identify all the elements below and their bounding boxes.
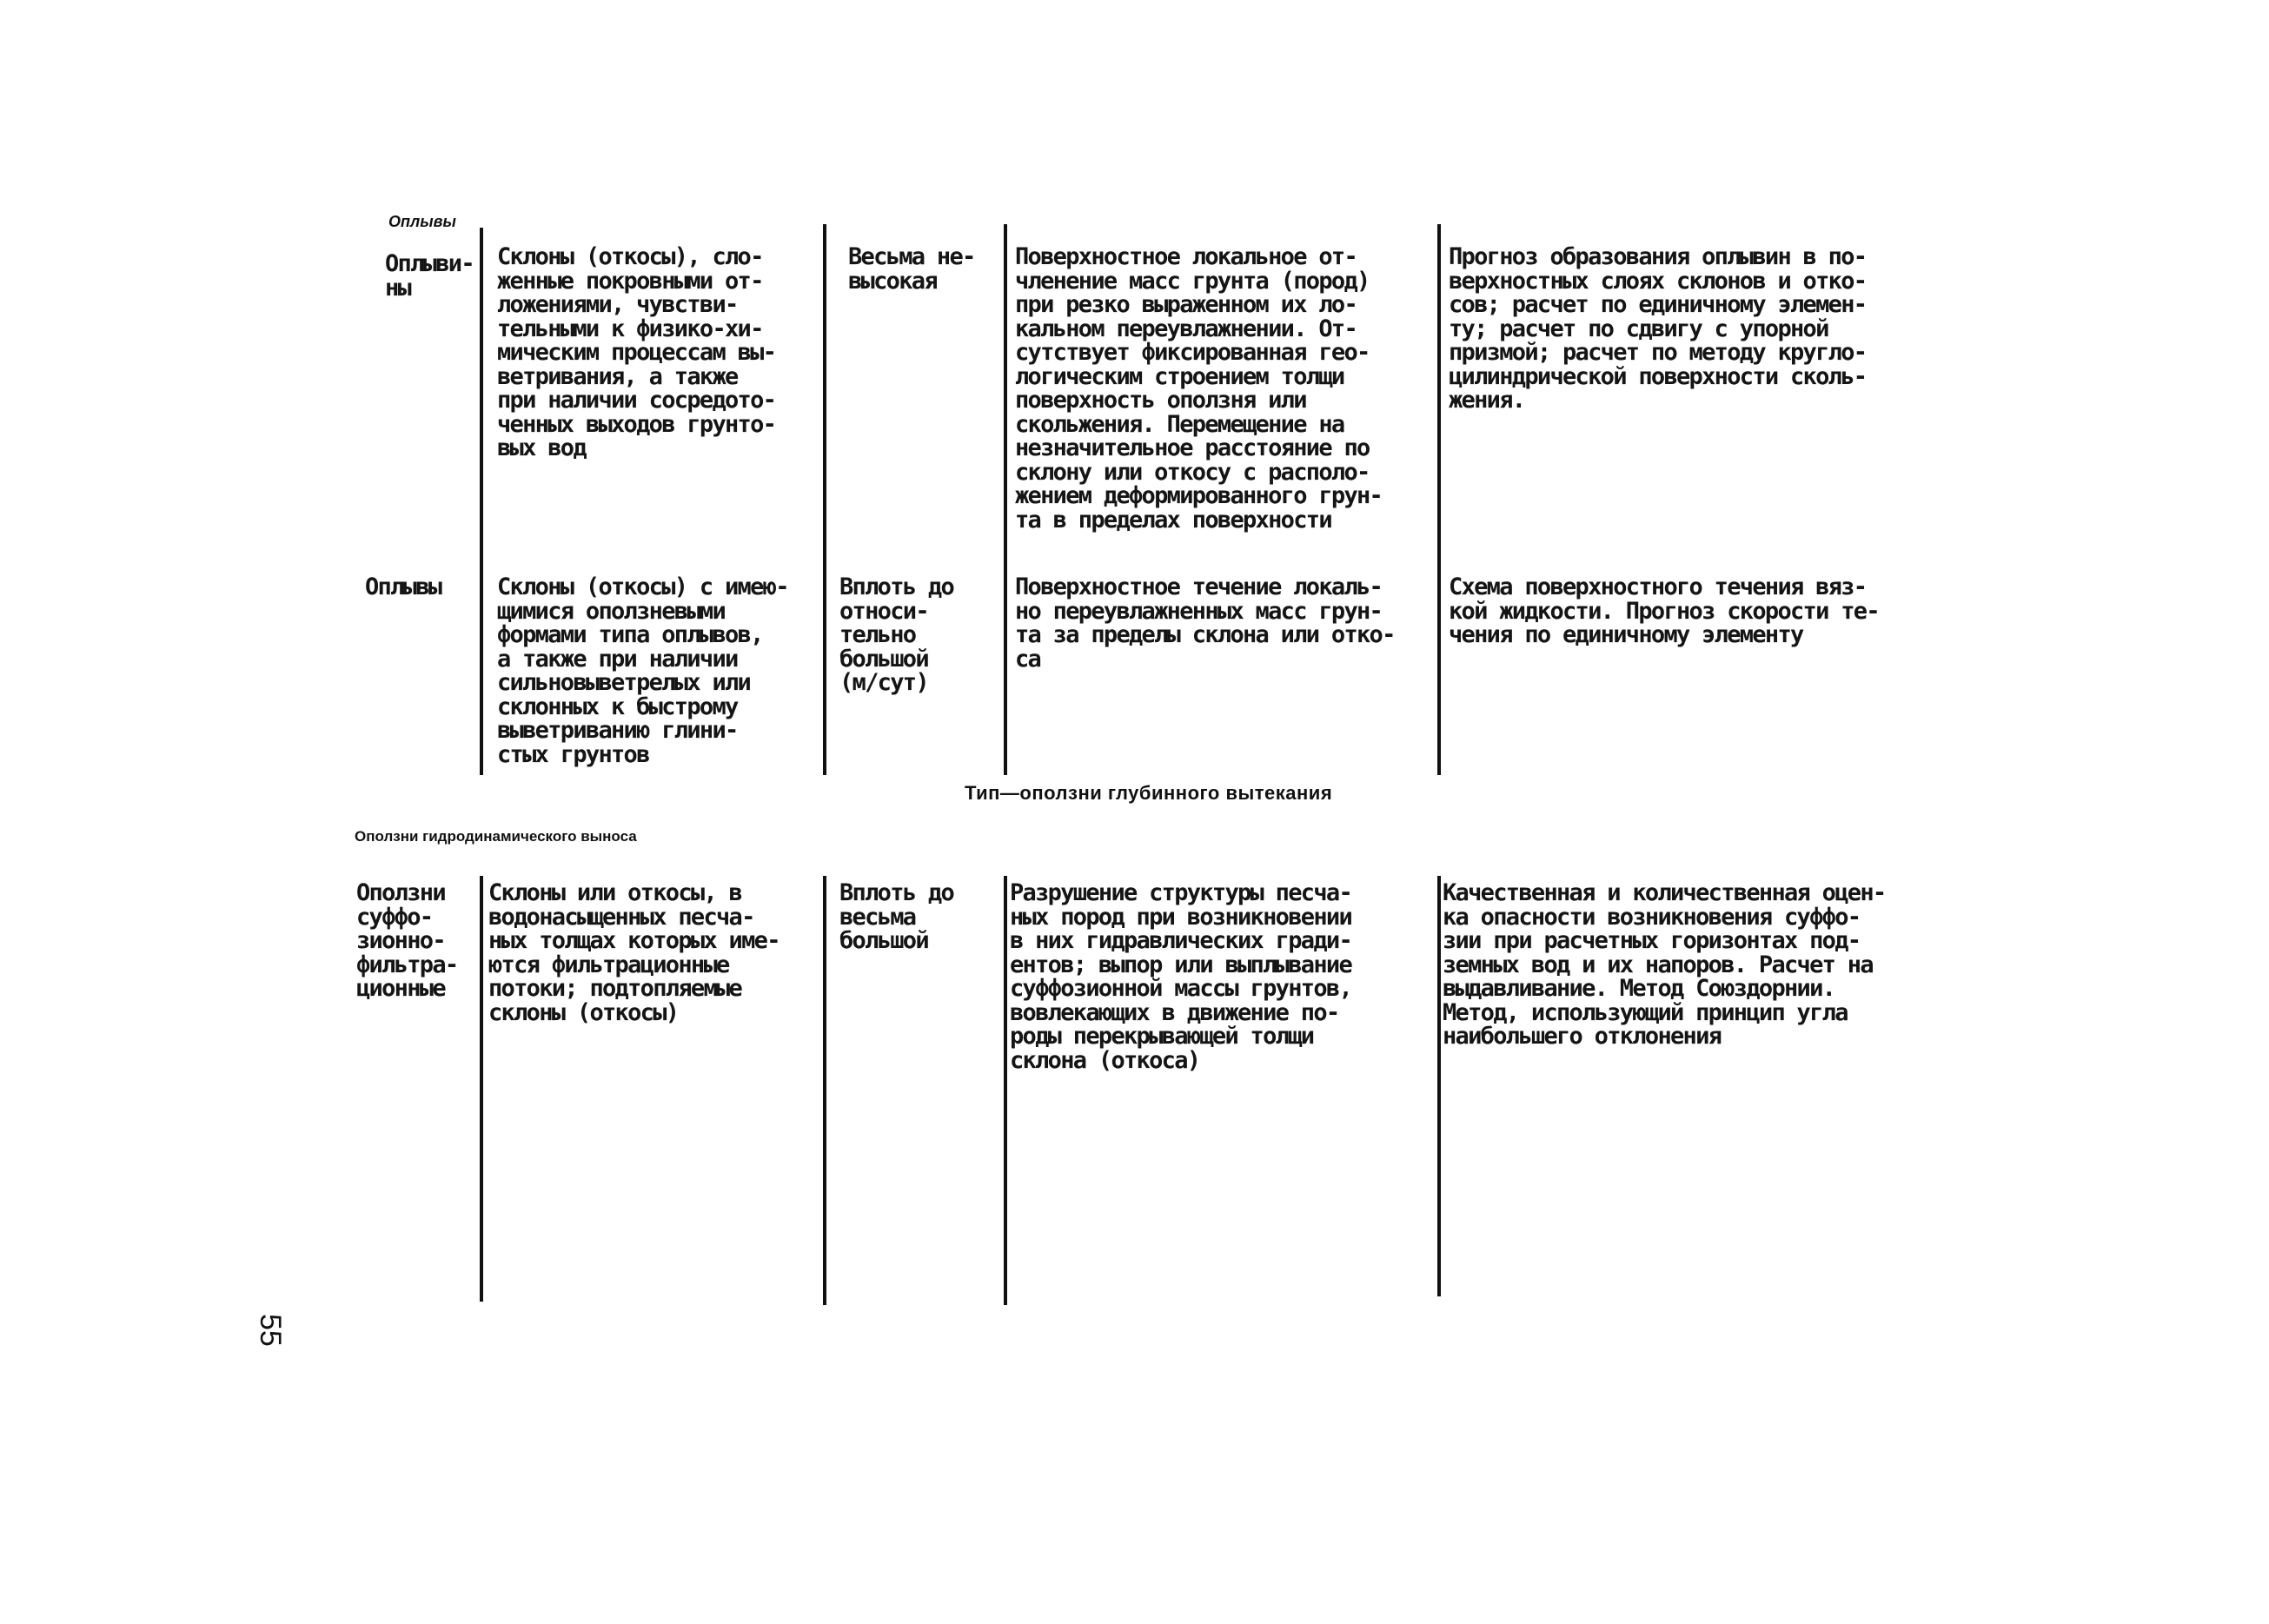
column-divider [480,228,483,775]
row1-name: Оплыви- ны [385,250,474,302]
column-divider [1004,876,1007,1305]
row2-mechanism: Поверхностное течение локаль- но переувлажненных масс грун- та за пределы склона или отко- са [1015,573,1395,673]
page-number: 55 [254,1314,287,1347]
row1-conditions: Склоны (откосы), сло- женные покровными от- ложениями, чувстви- тельными к физико-хи- мическим процессам вы- ветривания, а также при наличии сосредото- ченных выходов грунто- вых вод [497,243,776,461]
row1-mechanism: Поверхностное локальное от- членение масс грунта (пород) при резко выраженном их ло- кальном переувлажнении. От- сутствует фиксированная гео- логическим строением толщи поверхность оползня или скольжения. Перемещение на незначительное расстояние по склону или откосу с располо- жением деформированного грун- та в пределах поверхности [1015,243,1383,534]
column-divider [1437,224,1441,775]
column-divider [1437,876,1441,1296]
row3-method: Качественная и количественная оцен- ка опасности возникновения суффо- зии при расчетных горизонтах под- земных вод и их напоров. Расчет на выдавливание. Метод Союздорнии. Метод, использующий принцип угла наибольшего отклонения [1443,879,1886,1050]
row2-conditions: Склоны (откосы) с имею- щимися оползневыми формами типа оплывов, а также при наличии сильновыветрелых или склонных к быстрому выветриванию глини- стых грунтов [497,573,788,768]
column-divider [823,876,826,1305]
column-divider [823,224,826,775]
row2-method: Схема поверхностного течения вяз- кой жидкости. Прогноз скорости те- чения по единичному элементу [1449,573,1879,648]
row1-method: Прогноз образования оплывин в по- верхностных слоях склонов и отко- сов; расчет по единичному элемен- ту; расчет по сдвигу с упорной призмой; расчет по методу кругло- цилиндрической поверхности сколь- жения. [1449,243,1867,414]
section-label-oplyvy: Оплывы [388,213,456,230]
row2-speed: Вплоть до относи- тельно большой (м/сут) [839,573,953,696]
row3-conditions: Склоны или откосы, в водонасыщенных песча- ных толщах которых име- ются фильтрационные потоки; подтопляемые склоны (откосы) [488,879,780,1026]
row1-speed: Весьма не- высокая [848,243,975,295]
row3-speed: Вплоть до весьма большой [839,879,953,954]
section-label-hydrodynamic: Оползни гидродинамического выноса [355,828,637,845]
type-title: Тип—оползни глубинного вытекания [965,782,1333,804]
column-divider [1004,224,1007,775]
row3-name: Оползни суффо- зионно- фильтра- ционные [356,879,458,1002]
row2-name: Оплывы [365,573,441,600]
row3-mechanism: Разрушение структуры песча- ных пород при возникновении в них гидравлических гради- ентов; выпор или выплывание суффозионной массы грунтов, вовлекающих в движение по- роды перекрывающей толщи склона (откоса) [1010,879,1351,1074]
column-divider [480,876,483,1302]
